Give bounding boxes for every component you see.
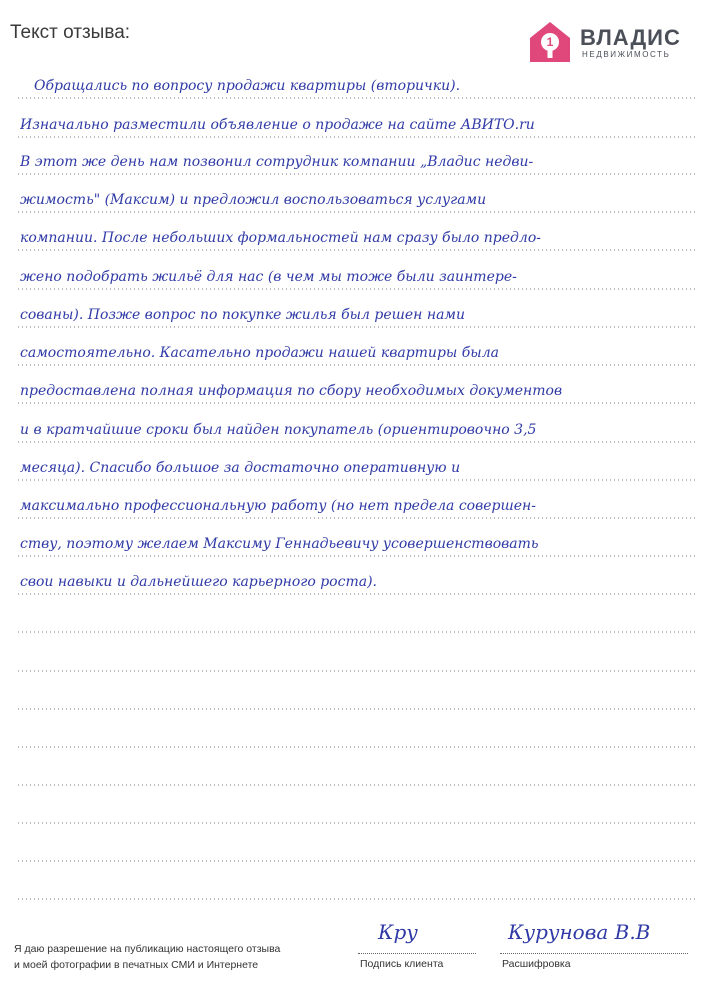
review-line: жено подобрать жильё для нас (в чем мы тоже были заинтере-	[20, 269, 517, 285]
review-line: предоставлена полная информация по сбору необходимых документов	[20, 383, 563, 399]
brand-tagline: НЕДВИЖИМОСТЬ	[582, 50, 671, 59]
publication-consent	[14, 941, 334, 973]
signature-label: Подпись клиента	[360, 958, 444, 970]
signature-rule	[358, 953, 476, 954]
review-line: месяца). Спасибо большое за достаточно оперативную и	[20, 460, 461, 476]
header-title: Текст отзыва:	[10, 22, 131, 43]
review-line: компании. После небольших формальностей нам сразу было предло-	[20, 230, 541, 246]
review-line: и в кратчайшие сроки был найден покупатель (ориентировочно 3,5	[20, 422, 537, 438]
decoding-rule	[500, 953, 688, 954]
consent-line: Я даю разрешение на публикацию настоящего отзыва	[14, 943, 281, 955]
brand-badge: 1	[546, 35, 554, 49]
decoding-field	[500, 920, 695, 980]
consent-line: и моей фотографии в печатных СМИ и Интернете	[14, 959, 259, 971]
review-line: Обращались по вопросу продажи квартиры (вторички).	[34, 78, 461, 94]
review-line: ству, поэтому желаем Максиму Геннадьевичу усовершенствовать	[20, 536, 539, 552]
brand-name: ВЛАДИС	[580, 25, 681, 50]
review-line: сованы). Позже вопрос по покупке жилья был решен нами	[20, 307, 466, 323]
client-signature: Кру	[378, 920, 418, 944]
decoding-label: Расшифровка	[502, 958, 571, 970]
review-line: Изначально разместили объявление о продаже на сайте АВИТО.ru	[20, 117, 535, 133]
client-name-decoding: Курунова В.В	[508, 920, 651, 944]
review-line: жимость" (Максим) и предложил воспользоваться услугами	[20, 192, 487, 208]
review-line: самостоятельно. Касательно продажи нашей квартиры была	[20, 345, 499, 361]
review-line: максимально профессиональную работу (но нет предела совершен-	[20, 498, 536, 514]
review-line: В этот же день нам позвонил сотрудник компании „Владис недви-	[20, 154, 534, 170]
signature-field	[358, 920, 483, 980]
review-line: свои навыки и дальнейшего карьерного роста).	[20, 574, 377, 590]
